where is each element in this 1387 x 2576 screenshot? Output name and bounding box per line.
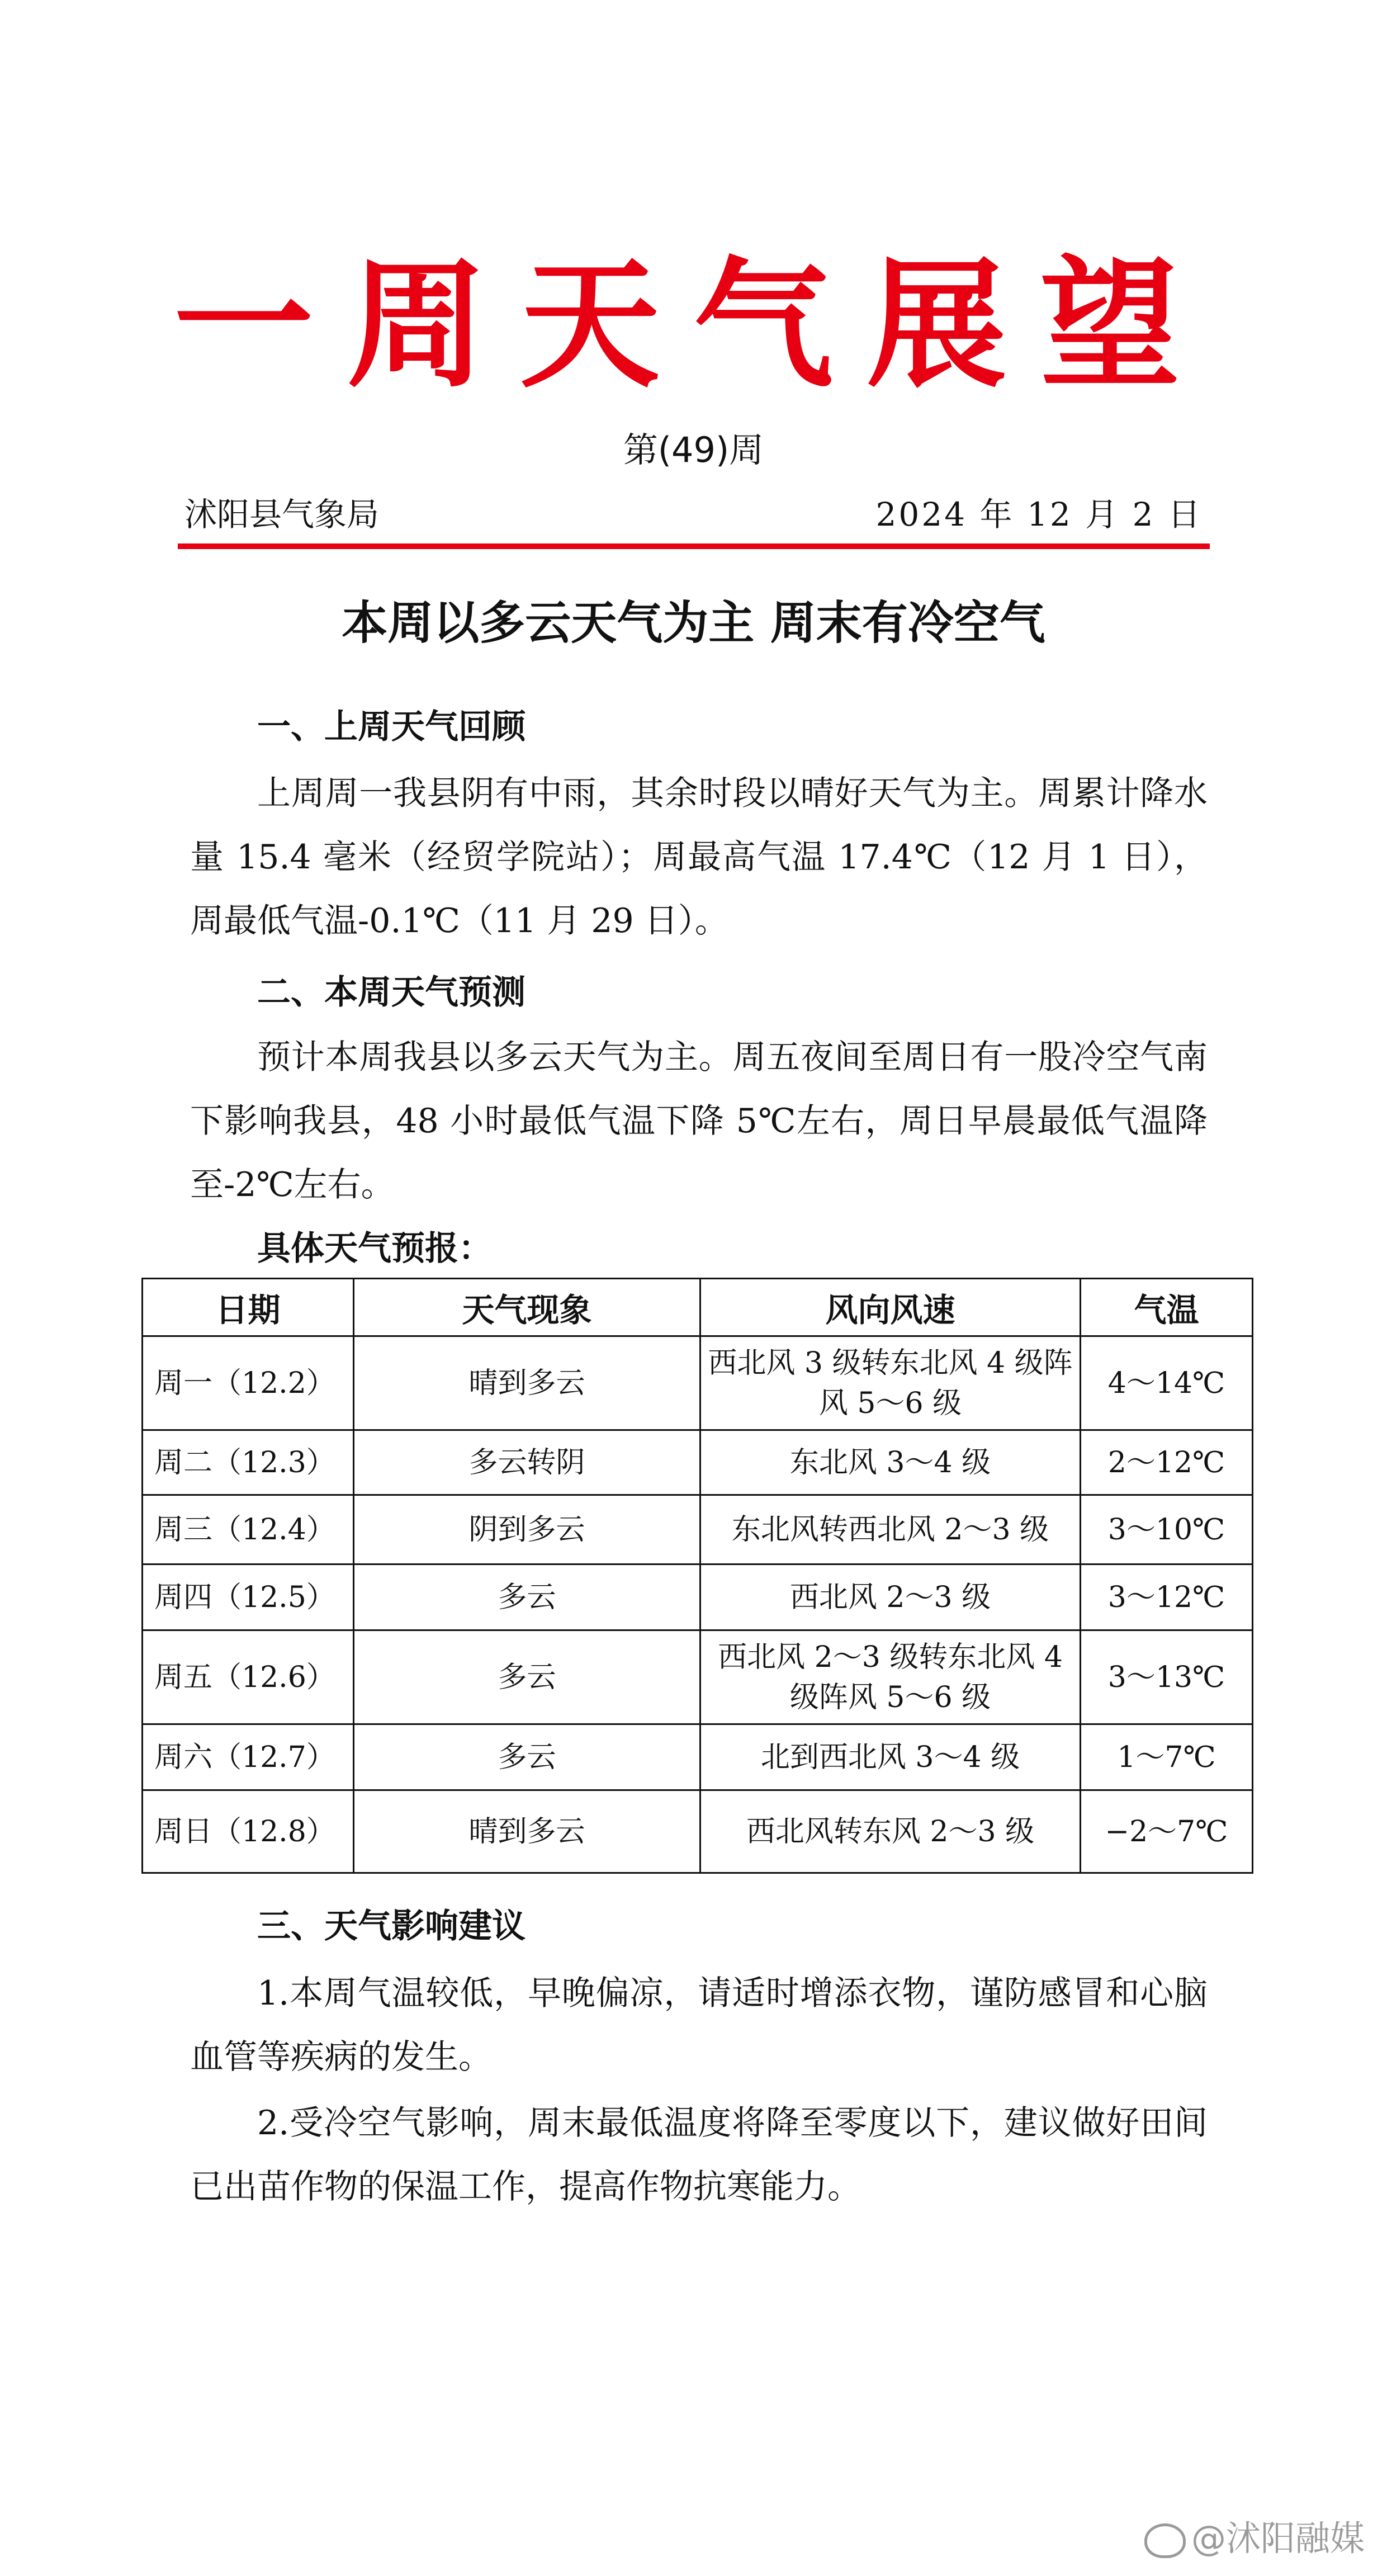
row-weather: 多云转阴 bbox=[354, 1430, 700, 1495]
red-divider-rule bbox=[178, 543, 1210, 549]
row-weather: 阴到多云 bbox=[354, 1495, 700, 1564]
forecast-table bbox=[141, 1278, 1253, 1874]
section-title-review: 一、上周天气回顾 bbox=[257, 707, 526, 746]
row-weather: 多云 bbox=[354, 1564, 700, 1630]
table-row bbox=[143, 1495, 1253, 1564]
header-wind: 风向风速 bbox=[700, 1279, 1081, 1336]
row-temperature: 1～7℃ bbox=[1081, 1724, 1253, 1790]
row-temperature: 2～12℃ bbox=[1081, 1430, 1253, 1495]
table-row bbox=[143, 1790, 1253, 1873]
advice-item-2: 2.受冷空气影响，周末最低温度将降至零度以下，建议做好田间已出苗作物的保温工作，提高作物抗寒能力。 bbox=[190, 2104, 1208, 2206]
row-weather: 晴到多云 bbox=[354, 1336, 700, 1430]
table-row bbox=[143, 1336, 1253, 1430]
headline: 本周以多云天气为主 周末有冷空气 bbox=[342, 597, 1045, 650]
row-wind: 西北风 3 级转东北风 4 级阵风 5～6 级 bbox=[700, 1336, 1081, 1430]
row-wind: 北到西北风 3～4 级 bbox=[700, 1724, 1081, 1790]
issue-number: 第(49)周 bbox=[623, 429, 764, 470]
table-header-row bbox=[143, 1279, 1253, 1336]
issuing-agency: 沭阳县气象局 bbox=[184, 495, 380, 533]
row-wind: 东北风 3～4 级 bbox=[700, 1430, 1081, 1495]
forecast-table-title: 具体天气预报： bbox=[257, 1229, 492, 1268]
section-title-advice: 三、天气影响建议 bbox=[257, 1907, 526, 1946]
weibo-logo-icon bbox=[1144, 2523, 1186, 2558]
row-date: 周四（12.5） bbox=[143, 1564, 354, 1630]
row-wind: 东北风转西北风 2～3 级 bbox=[700, 1495, 1081, 1564]
table-row bbox=[143, 1564, 1253, 1630]
section-text-review: 上周周一我县阴有中雨，其余时段以晴好天气为主。周累计降水量 15.4 毫米（经贸学院站）；周最高气温 17.4℃（12 月 1 日），周最低气温-0.1℃（11 月 29 日）。 bbox=[190, 774, 1208, 940]
header-temperature: 气温 bbox=[1081, 1279, 1253, 1336]
row-temperature: 3～13℃ bbox=[1081, 1630, 1253, 1724]
row-wind: 西北风 2～3 级转东北风 4 级阵风 5～6 级 bbox=[700, 1630, 1081, 1724]
row-weather: 多云 bbox=[354, 1724, 700, 1790]
table-row bbox=[143, 1430, 1253, 1495]
table-row bbox=[143, 1724, 1253, 1790]
advice-item-1: 1.本周气温较低，早晚偏凉，请适时增添衣物，谨防感冒和心脑血管等疾病的发生。 bbox=[190, 1974, 1208, 2077]
row-temperature: 3～12℃ bbox=[1081, 1564, 1253, 1630]
header-date: 日期 bbox=[143, 1279, 354, 1336]
header-weather: 天气现象 bbox=[354, 1279, 700, 1336]
masthead-title: 一周天气展望 bbox=[173, 242, 1214, 407]
row-date: 周二（12.3） bbox=[143, 1430, 354, 1495]
issue-date: 2024 年 12 月 2 日 bbox=[875, 495, 1203, 533]
row-wind: 西北风 2～3 级 bbox=[700, 1564, 1081, 1630]
section-title-forecast: 二、本周天气预测 bbox=[257, 973, 526, 1012]
source-watermark bbox=[1144, 2516, 1365, 2561]
row-date: 周日（12.8） bbox=[143, 1790, 354, 1873]
row-date: 周五（12.6） bbox=[143, 1630, 354, 1724]
row-date: 周一（12.2） bbox=[143, 1336, 354, 1430]
row-weather: 晴到多云 bbox=[354, 1790, 700, 1873]
table-row bbox=[143, 1630, 1253, 1724]
row-date: 周三（12.4） bbox=[143, 1495, 354, 1564]
section-text-forecast: 预计本周我县以多云天气为主。周五夜间至周日有一股冷空气南下影响我县，48 小时最低气温下降 5℃左右，周日早晨最低气温降至-2℃左右。 bbox=[190, 1038, 1208, 1204]
row-weather: 多云 bbox=[354, 1630, 700, 1724]
row-date: 周六（12.7） bbox=[143, 1724, 354, 1790]
row-temperature: 4～14℃ bbox=[1081, 1336, 1253, 1430]
row-wind: 西北风转东风 2～3 级 bbox=[700, 1790, 1081, 1873]
watermark-text: @沭阳融媒 bbox=[1191, 2518, 1365, 2559]
row-temperature: 3～10℃ bbox=[1081, 1495, 1253, 1564]
row-temperature: −2～7℃ bbox=[1081, 1790, 1253, 1873]
